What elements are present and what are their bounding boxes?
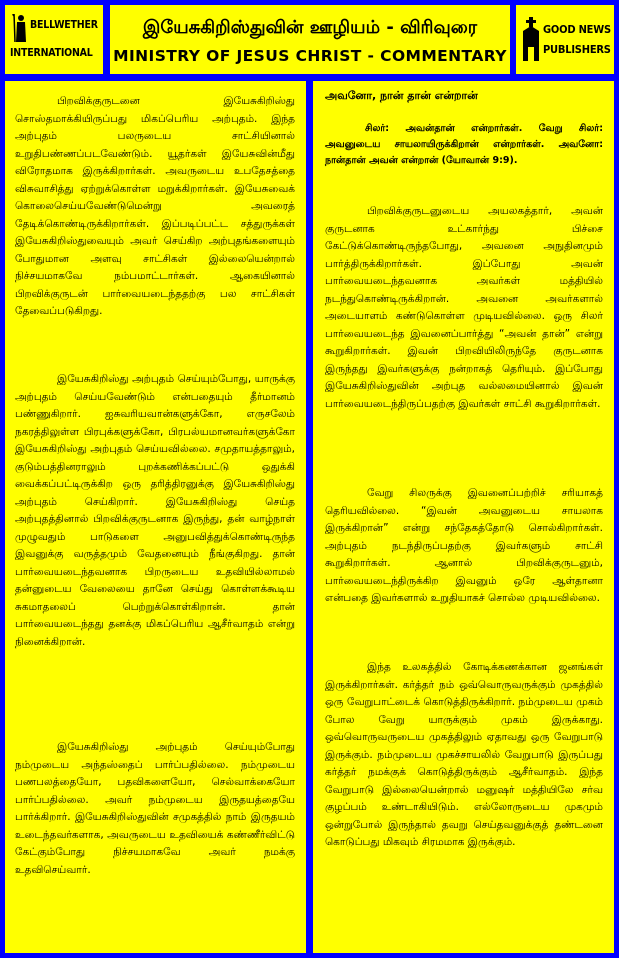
left-paragraph-1: பிறவிக்குருடனை இயேசுகிறிஸ்து சொஸ்தமாக்கியிருப்பது மிகப்பெரிய அற்புதம். இந்த அற்புதம் பலருடைய சாட்சியினால் உறுதிபண்ணப்படவேண்டும். யூதர்கள் இயேசுவின்மீது விரோதமாக இருக்கிறார்கள். அவருடைய உபதேசத்தை விசுவாசித்து ஏற்றுக்கொள்ள மறுக்கிறார்கள். இயேசுவைக் கொலைசெய்யவேண்டுமென்று அவரைத் தேடிக்கொண்டிருக்கிறார்கள். இப்படிப்பட்ட சத்துருக்கள் இயேசுகிறிஸ்துவையும் அவர் செய்கிற அற்புதங்களையும் போதுமான அளவு சாட்சிகள் இல்லையென்றால் நிச்சயமாகவே நம்பமாட்டார்கள். ஆகையினால் பிறவிக்குருடன் பார்வையடைந்ததற்கு பல சாட்சிகள் தேவைப்படுகிறது. xyxy=(15,95,295,317)
bellwether-logo xyxy=(5,5,103,74)
good-news-logo xyxy=(516,5,614,74)
page-title-tamil: இயேசுகிறிஸ்துவின் ஊழியம் - விரிவுரை xyxy=(142,17,478,38)
logo-right-line1: GOOD NEWS xyxy=(543,23,611,36)
left-column xyxy=(5,81,306,953)
page-title-box xyxy=(110,5,510,74)
logo-right-line2: PUBLISHERS xyxy=(543,43,611,56)
left-paragraph-3: இயேசுகிறிஸ்து அற்புதம் செய்யும்போது நம்முடைய அந்தஸ்தைப் பார்ப்பதில்லை. நம்முடைய பணபலத்தையோ, பதவிகளையோ, செல்வாக்கையோ பார்ப்பதில்லை. அவர் நம்முடைய இருதயத்தையே பார்க்கிறார். இயேசுகிறிஸ்துவின் சமுகத்தில் நாம் இருதயம் உடைந்தவர்களாக, அவருடைய உதவியைக் கண்ணீர்விட்டு கேட்கும்போது நிச்சயமாகவே அவர் நமக்கு உதவிசெய்வார். xyxy=(15,741,295,876)
right-paragraph-1: பிறவிக்குருடனுடைய அயலகத்தார், அவன் குருடனாக உட்கார்ந்து பிச்சை கேட்டுக்கொண்டிருந்தபோது, அவனை அநுதினமும் பார்த்திருக்கிறார்கள். இப்போது அவன் பார்வையடைந்தவனாக அவர்கள் மத்தியில் நடந்துகொண்டிருக்கிறான். அவனை அவர்களால் அடையாளம் கண்டுகொள்ள முடியவில்லை. ஒரு சிலர் பார்வையடைந்த இவனைப்பார்த்து “அவன் தான்” என்று கூறுகிறார்கள். இவன் பிறவியிலிருந்தே குருடனாக இருந்தது இவர்களுக்கு நன்றாகத் தெரியும். இப்போது இயேசுகிறிஸ்துவின் அற்புத வல்லமையினால் இவன் பார்வையடைந்திருப்பதற்கு இவர்கள் சாட்சி கூறுகிறார்கள். xyxy=(325,205,603,410)
scripture-quote: சிலர்: அவன்தான் என்றார்கள். வேறு சிலர்: அவனுடைய சாயலாயிருக்கிறான் என்றார்கள். அவனோ: நான்தான் அவன் என்றான் (யோவான் 9:9). xyxy=(325,123,603,166)
church-icon xyxy=(522,17,540,61)
left-paragraph-2: இயேசுகிறிஸ்து அற்புதம் செய்யும்போது, யாருக்கு அற்புதம் செய்யவேண்டும் என்பதையும் தீர்மானம் பண்ணுகிறார். ஐசுவரியவான்களுக்கோ, எருசலேம் நகரத்திலுள்ள பிரபுக்களுக்கோ, பிரபல்யமானவர்களுக்கோ இயேசுகிறிஸ்து அற்புதம் செய்யவில்லை. சமுதாயத்தாலும், குடும்பத்தினராலும் புறக்கணிக்கப்பட்டு ஒதுக்கி வைக்கப்பட்டிருக்கிற ஒரு தரித்திரனுக்கு இயேசுகிறிஸ்து அற்புதம் செய்கிறார். இயேசுகிறிஸ்து செய்த அற்புதத்தினால் பிறவிக்குருடனாக இருந்து, தன் வாழ்நாள் முழுவதும் பாடுகளை அனுபவித்துக்கொண்டிருந்த இவனுக்கு வருத்தமும் வேதனையும் நீங்குகிறது. தான் பார்வையடைந்தவனாக பிறருடைய உதவியில்லாமல் தன்னுடைய வேலையை தானே செய்து கொள்ளக்கூடிய சுகமாதலைப் பெற்றுக்கொள்கிறான். தான் பார்வையடைந்தது தனக்கு மிகப்பெரிய ஆசீர்வாதம் என்று நினைக்கிறான். xyxy=(15,373,295,648)
page-title-english: MINISTRY OF JESUS CHRIST - COMMENTARY xyxy=(113,47,507,65)
right-column xyxy=(313,81,614,953)
right-paragraph-2: வேறு சிலருக்கு இவனைப்பற்றிச் சரியாகத் தெரியவில்லை. “இவன் அவனுடைய சாயலாக இருக்கிறான்” என்று சந்தேகத்தோடு சொல்கிறார்கள். அற்புதம் நடந்திருப்பதற்கு இவர்களும் சாட்சி கூறுகிறார்கள். ஆனால் பிறவிக்குருடனும், பார்வையடைந்திருக்கிற இவனும் ஒரே ஆள்தானா என்பதை இவர்களால் உறுதியாகச் சொல்ல முடியவில்லை. xyxy=(325,487,603,604)
right-paragraph-3: இந்த உலகத்தில் கோடிக்கணக்கான ஜனங்கள் இருக்கிறார்கள். கர்த்தர் நம் ஒவ்வொருவருக்கும் முகத்தில் ஒரு வேறுபாட்டைக் கொடுத்திருக்கிறார். நம்முடைய முகம் போல வேறு யாருக்கும் முகம் இருக்காது. ஒவ்வொருவருடைய முகத்திலும் ஏதாவது ஒரு வேறுபாடு இருக்கும். நம்முடைய முகச்சாயலில் வேறுபாடு இருப்பது கர்த்தர் நமக்குக் கொடுத்திருக்கும் ஆசீர்வாதம். இந்த வேறுபாடு இல்லையென்றால் மனுஷர் மத்தியிலே சர்வ குழப்பம் உண்டாகியிடும். எல்லோருடைய முகமும் ஒன்றுபோல் இருந்தால் தவறு செய்தவனுக்குத் தண்டனை கொடுப்பது மிகவும் சிரமமாக இருக்கும். xyxy=(325,661,603,848)
logo-left-line1: BELLWETHER xyxy=(30,19,98,31)
shepherd-icon xyxy=(12,14,28,44)
section-heading: அவனோ, நான் தான் என்றான் xyxy=(325,89,478,102)
logo-left-line2: INTERNATIONAL xyxy=(10,47,93,59)
